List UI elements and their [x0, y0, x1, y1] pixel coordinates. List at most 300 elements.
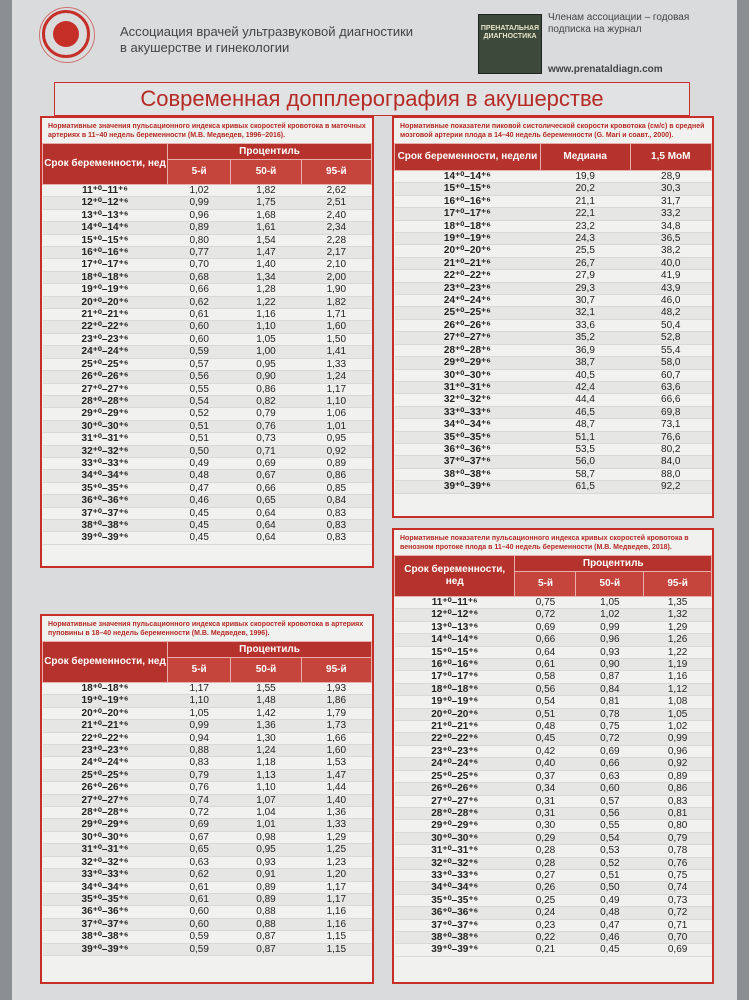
value-cell: 1,33: [301, 358, 371, 370]
value-cell: 32,1: [540, 307, 630, 319]
value-cell: 1,24: [301, 371, 371, 383]
value-cell: 0,51: [515, 708, 576, 720]
week-cell: 19⁺⁰–19⁺⁶: [395, 233, 541, 245]
value-cell: 1,47: [231, 247, 301, 259]
col-week-header: Срок беременности, нед: [43, 642, 168, 683]
value-cell: 30,7: [540, 295, 630, 307]
week-cell: 26⁺⁰–26⁺⁶: [395, 319, 541, 331]
value-cell: 0,61: [168, 309, 231, 321]
value-cell: 0,87: [576, 671, 644, 683]
value-cell: 1,30: [231, 732, 301, 744]
week-cell: 29⁺⁰–29⁺⁶: [395, 357, 541, 369]
value-cell: 69,8: [630, 406, 711, 418]
week-cell: 22⁺⁰–22⁺⁶: [395, 733, 515, 745]
value-cell: 0,69: [644, 944, 712, 956]
table-row: [43, 695, 372, 707]
week-cell: 15⁺⁰–15⁺⁶: [43, 234, 168, 246]
value-cell: 0,92: [301, 445, 371, 457]
table-row: [43, 259, 372, 271]
table-row: [395, 295, 712, 307]
value-cell: 0,76: [168, 782, 231, 794]
week-cell: 34⁺⁰–34⁺⁶: [395, 419, 541, 431]
value-cell: 23,2: [540, 220, 630, 232]
value-cell: 0,21: [515, 944, 576, 956]
week-cell: 37⁺⁰–37⁺⁶: [395, 919, 515, 931]
table-row: [395, 745, 712, 757]
value-cell: 0,45: [168, 519, 231, 531]
week-cell: 35⁺⁰–35⁺⁶: [43, 482, 168, 494]
week-cell: 31⁺⁰–31⁺⁶: [395, 845, 515, 857]
value-cell: 1,22: [644, 646, 712, 658]
value-cell: 0,79: [644, 832, 712, 844]
value-cell: 66,6: [630, 394, 711, 406]
value-cell: 0,87: [231, 931, 301, 943]
value-cell: 1,35: [644, 597, 712, 609]
table-row: [395, 597, 712, 609]
table-row: [43, 333, 372, 345]
table-row: [395, 195, 712, 207]
week-cell: 34⁺⁰–34⁺⁶: [43, 881, 168, 893]
table-row: [43, 395, 372, 407]
table-row: [43, 371, 372, 383]
value-cell: 33,2: [630, 208, 711, 220]
value-cell: 52,8: [630, 332, 711, 344]
col-header: 50-й: [231, 160, 301, 185]
week-cell: 36⁺⁰–36⁺⁶: [43, 906, 168, 918]
value-cell: 80,2: [630, 443, 711, 455]
week-cell: 28⁺⁰–28⁺⁶: [43, 395, 168, 407]
table-row: [43, 284, 372, 296]
col-header: Медиана: [540, 144, 630, 171]
value-cell: 0,83: [301, 532, 371, 544]
value-cell: 1,08: [644, 696, 712, 708]
value-cell: 0,46: [576, 931, 644, 943]
week-cell: 20⁺⁰–20⁺⁶: [43, 296, 168, 308]
table-row: [43, 856, 372, 868]
week-cell: 11⁺⁰–11⁺⁶: [43, 185, 168, 197]
value-cell: 0,67: [168, 831, 231, 843]
value-cell: 1,16: [301, 906, 371, 918]
table-row: [395, 944, 712, 956]
value-cell: 0,47: [576, 919, 644, 931]
umbilical-artery-panel: [40, 614, 374, 984]
value-cell: 0,70: [644, 931, 712, 943]
value-cell: 0,28: [515, 845, 576, 857]
value-cell: 0,69: [576, 745, 644, 757]
week-cell: 29⁺⁰–29⁺⁶: [43, 819, 168, 831]
value-cell: 0,76: [231, 420, 301, 432]
week-cell: 35⁺⁰–35⁺⁶: [43, 893, 168, 905]
value-cell: 0,64: [231, 519, 301, 531]
value-cell: 0,55: [168, 383, 231, 395]
value-cell: 21,1: [540, 195, 630, 207]
value-cell: 0,98: [231, 831, 301, 843]
week-cell: 22⁺⁰–22⁺⁶: [43, 732, 168, 744]
week-cell: 27⁺⁰–27⁺⁶: [395, 795, 515, 807]
table-row: [395, 882, 712, 894]
table-row: [43, 185, 372, 197]
value-cell: 56,0: [540, 456, 630, 468]
value-cell: 1,22: [231, 296, 301, 308]
uterine-artery-panel: [40, 116, 374, 568]
col-percentile-header: Процентиль: [168, 144, 372, 160]
value-cell: 2,00: [301, 271, 371, 283]
value-cell: 0,34: [515, 783, 576, 795]
value-cell: 0,90: [231, 371, 301, 383]
value-cell: 0,92: [644, 758, 712, 770]
value-cell: 1,48: [231, 695, 301, 707]
week-cell: 13⁺⁰–13⁺⁶: [395, 621, 515, 633]
table-row: [395, 406, 712, 418]
value-cell: 0,25: [515, 894, 576, 906]
table-row: [43, 209, 372, 221]
value-cell: 0,78: [644, 845, 712, 857]
mca-caption: Нормативные показатели пиковой систолической скорости кровотока (см/с) в средней мозговой артерии плода в 14–40 недель беременности (G. Mari и соавт., 2000).: [400, 123, 705, 139]
value-cell: 50,4: [630, 319, 711, 331]
week-cell: 25⁺⁰–25⁺⁶: [395, 307, 541, 319]
table-row: [395, 857, 712, 869]
value-cell: 28,9: [630, 171, 711, 183]
table-row: [395, 708, 712, 720]
value-cell: 0,65: [168, 844, 231, 856]
poster: [12, 0, 737, 1000]
table-row: [395, 869, 712, 881]
value-cell: 0,49: [576, 894, 644, 906]
week-cell: 18⁺⁰–18⁺⁶: [43, 271, 168, 283]
table-row: [395, 245, 712, 257]
table-row: [43, 707, 372, 719]
week-cell: 24⁺⁰–24⁺⁶: [43, 346, 168, 358]
table-row: [43, 482, 372, 494]
value-cell: 58,7: [540, 468, 630, 480]
col-header: 5-й: [168, 658, 231, 683]
table-row: [43, 495, 372, 507]
table-row: [395, 233, 712, 245]
week-cell: 17⁺⁰–17⁺⁶: [43, 259, 168, 271]
week-cell: 38⁺⁰–38⁺⁶: [43, 519, 168, 531]
value-cell: 0,56: [168, 371, 231, 383]
value-cell: 0,94: [168, 732, 231, 744]
table-row: [395, 659, 712, 671]
table-row: [395, 344, 712, 356]
table-row: [43, 732, 372, 744]
value-cell: 0,93: [576, 646, 644, 658]
value-cell: 58,0: [630, 357, 711, 369]
value-cell: 0,79: [231, 408, 301, 420]
value-cell: 2,17: [301, 247, 371, 259]
week-cell: 21⁺⁰–21⁺⁶: [43, 720, 168, 732]
uterine-caption: Нормативные значения пульсационного индекса кривых скоростей кровотока в маточных артериях в 11–40 недель беременности (М.В. Медведев, 1996–2016).: [48, 123, 366, 139]
value-cell: 0,88: [168, 745, 231, 757]
col-header: 50-й: [231, 658, 301, 683]
value-cell: 61,5: [540, 481, 630, 493]
week-cell: 16⁺⁰–16⁺⁶: [43, 247, 168, 259]
value-cell: 0,95: [231, 358, 301, 370]
value-cell: 0,86: [231, 383, 301, 395]
value-cell: 84,0: [630, 456, 711, 468]
value-cell: 0,28: [515, 857, 576, 869]
value-cell: 0,45: [168, 507, 231, 519]
value-cell: 0,61: [168, 893, 231, 905]
week-cell: 21⁺⁰–21⁺⁶: [395, 257, 541, 269]
col-percentile-header: Процентиль: [168, 642, 372, 658]
value-cell: 0,60: [168, 906, 231, 918]
value-cell: 0,81: [644, 807, 712, 819]
table-row: [395, 456, 712, 468]
table-row: [43, 943, 372, 955]
value-cell: 30,3: [630, 183, 711, 195]
value-cell: 0,99: [168, 720, 231, 732]
value-cell: 0,54: [168, 395, 231, 407]
value-cell: 1,29: [301, 831, 371, 843]
col-header: 5-й: [515, 572, 576, 597]
value-cell: 0,51: [168, 420, 231, 432]
value-cell: 0,77: [168, 247, 231, 259]
value-cell: 0,56: [576, 807, 644, 819]
value-cell: 53,5: [540, 443, 630, 455]
value-cell: 36,5: [630, 233, 711, 245]
week-cell: 36⁺⁰–36⁺⁶: [43, 495, 168, 507]
value-cell: 1,10: [168, 695, 231, 707]
value-cell: 1,42: [231, 707, 301, 719]
value-cell: 0,80: [644, 820, 712, 832]
table-row: [395, 621, 712, 633]
week-cell: 30⁺⁰–30⁺⁶: [395, 369, 541, 381]
value-cell: 76,6: [630, 431, 711, 443]
table-row: [43, 346, 372, 358]
value-cell: 0,89: [301, 457, 371, 469]
table-row: [43, 807, 372, 819]
week-cell: 30⁺⁰–30⁺⁶: [395, 832, 515, 844]
table-row: [395, 381, 712, 393]
value-cell: 1,05: [231, 333, 301, 345]
value-cell: 1,93: [301, 683, 371, 695]
week-cell: 16⁺⁰–16⁺⁶: [395, 195, 541, 207]
value-cell: 26,7: [540, 257, 630, 269]
value-cell: 60,7: [630, 369, 711, 381]
table-row: [43, 757, 372, 769]
value-cell: 0,54: [576, 832, 644, 844]
table-row: [395, 319, 712, 331]
value-cell: 1,47: [301, 769, 371, 781]
value-cell: 0,96: [644, 745, 712, 757]
value-cell: 0,88: [231, 906, 301, 918]
value-cell: 0,30: [515, 820, 576, 832]
value-cell: 41,9: [630, 270, 711, 282]
value-cell: 0,73: [231, 433, 301, 445]
week-cell: 25⁺⁰–25⁺⁶: [43, 769, 168, 781]
value-cell: 0,23: [515, 919, 576, 931]
week-cell: 28⁺⁰–28⁺⁶: [395, 344, 541, 356]
table-row: [43, 408, 372, 420]
value-cell: 1,26: [644, 634, 712, 646]
value-cell: 48,2: [630, 307, 711, 319]
table-row: [43, 470, 372, 482]
week-cell: 32⁺⁰–32⁺⁶: [395, 857, 515, 869]
value-cell: 38,2: [630, 245, 711, 257]
value-cell: 25,5: [540, 245, 630, 257]
value-cell: 0,72: [168, 807, 231, 819]
value-cell: 1,01: [231, 819, 301, 831]
value-cell: 0,53: [576, 845, 644, 857]
week-cell: 18⁺⁰–18⁺⁶: [395, 683, 515, 695]
value-cell: 0,95: [301, 433, 371, 445]
value-cell: 0,76: [644, 857, 712, 869]
week-cell: 17⁺⁰–17⁺⁶: [395, 671, 515, 683]
week-cell: 23⁺⁰–23⁺⁶: [43, 333, 168, 345]
value-cell: 0,24: [515, 907, 576, 919]
value-cell: 44,4: [540, 394, 630, 406]
table-row: [43, 296, 372, 308]
week-cell: 31⁺⁰–31⁺⁶: [43, 844, 168, 856]
value-cell: 1,55: [231, 683, 301, 695]
value-cell: 24,3: [540, 233, 630, 245]
table-row: [395, 468, 712, 480]
value-cell: 0,22: [515, 931, 576, 943]
col-header: 95-й: [301, 160, 371, 185]
value-cell: 0,75: [644, 869, 712, 881]
week-cell: 18⁺⁰–18⁺⁶: [395, 220, 541, 232]
week-cell: 19⁺⁰–19⁺⁶: [43, 695, 168, 707]
subscription-note: Членам ассоциации – годовая подписка на журнал: [548, 12, 690, 35]
value-cell: 1,05: [168, 707, 231, 719]
value-cell: 0,75: [515, 597, 576, 609]
value-cell: 1,41: [301, 346, 371, 358]
value-cell: 0,46: [168, 495, 231, 507]
week-cell: 35⁺⁰–35⁺⁶: [395, 894, 515, 906]
value-cell: 38,7: [540, 357, 630, 369]
week-cell: 38⁺⁰–38⁺⁶: [395, 468, 541, 480]
table-row: [43, 445, 372, 457]
value-cell: 1,02: [576, 609, 644, 621]
value-cell: 35,2: [540, 332, 630, 344]
week-cell: 34⁺⁰–34⁺⁶: [43, 470, 168, 482]
week-cell: 24⁺⁰–24⁺⁶: [43, 757, 168, 769]
table-row: [43, 720, 372, 732]
value-cell: 0,86: [644, 783, 712, 795]
week-cell: 19⁺⁰–19⁺⁶: [43, 284, 168, 296]
value-cell: 0,59: [168, 931, 231, 943]
table-row: [43, 869, 372, 881]
week-cell: 11⁺⁰–11⁺⁶: [395, 597, 515, 609]
value-cell: 1,54: [231, 234, 301, 246]
col-header: 95-й: [301, 658, 371, 683]
week-cell: 33⁺⁰–33⁺⁶: [43, 869, 168, 881]
value-cell: 1,07: [231, 794, 301, 806]
week-cell: 26⁺⁰–26⁺⁶: [43, 782, 168, 794]
value-cell: 1,82: [301, 296, 371, 308]
value-cell: 0,31: [515, 807, 576, 819]
value-cell: 0,65: [231, 495, 301, 507]
value-cell: 1,36: [231, 720, 301, 732]
week-cell: 23⁺⁰–23⁺⁶: [43, 745, 168, 757]
value-cell: 0,87: [231, 943, 301, 955]
table-row: [395, 894, 712, 906]
value-cell: 0,78: [576, 708, 644, 720]
association-logo-icon: [42, 10, 90, 58]
value-cell: 1,73: [301, 720, 371, 732]
week-cell: 32⁺⁰–32⁺⁶: [395, 394, 541, 406]
table-row: [43, 519, 372, 531]
umbilical-caption: Нормативные значения пульсационного индекса кривых скоростей кровотока в артериях пуповины в 18–40 недель беременности (М.В. Медведев, 1996).: [48, 621, 364, 637]
value-cell: 2,34: [301, 222, 371, 234]
value-cell: 0,66: [576, 758, 644, 770]
value-cell: 0,47: [168, 482, 231, 494]
umbilical-table: [42, 641, 372, 956]
week-cell: 17⁺⁰–17⁺⁶: [395, 208, 541, 220]
value-cell: 0,42: [515, 745, 576, 757]
value-cell: 1,71: [301, 309, 371, 321]
value-cell: 43,9: [630, 282, 711, 294]
value-cell: 1,23: [301, 856, 371, 868]
value-cell: 1,44: [301, 782, 371, 794]
value-cell: 1,05: [576, 597, 644, 609]
value-cell: 0,60: [168, 333, 231, 345]
table-row: [395, 634, 712, 646]
table-row: [43, 893, 372, 905]
table-row: [43, 831, 372, 843]
table-row: [43, 457, 372, 469]
col-header: 1,5 МоМ: [630, 144, 711, 171]
value-cell: 1,17: [301, 383, 371, 395]
value-cell: 1,82: [231, 185, 301, 197]
week-cell: 32⁺⁰–32⁺⁶: [43, 445, 168, 457]
value-cell: 1,29: [644, 621, 712, 633]
value-cell: 0,37: [515, 770, 576, 782]
table-row: [43, 844, 372, 856]
value-cell: 1,10: [231, 782, 301, 794]
value-cell: 2,62: [301, 185, 371, 197]
table-row: [395, 171, 712, 183]
value-cell: 1,40: [231, 259, 301, 271]
value-cell: 0,64: [515, 646, 576, 658]
value-cell: 0,49: [168, 457, 231, 469]
value-cell: 0,45: [515, 733, 576, 745]
table-row: [43, 383, 372, 395]
value-cell: 19,9: [540, 171, 630, 183]
week-cell: 28⁺⁰–28⁺⁶: [395, 807, 515, 819]
mca-panel: [392, 116, 714, 518]
week-cell: 14⁺⁰–14⁺⁶: [43, 222, 168, 234]
website-link[interactable]: www.prenataldiagn.com: [548, 64, 663, 75]
value-cell: 33,6: [540, 319, 630, 331]
value-cell: 0,71: [644, 919, 712, 931]
value-cell: 0,91: [231, 869, 301, 881]
table-row: [395, 369, 712, 381]
value-cell: 0,54: [515, 696, 576, 708]
table-row: [395, 208, 712, 220]
value-cell: 48,7: [540, 419, 630, 431]
week-cell: 29⁺⁰–29⁺⁶: [43, 408, 168, 420]
table-row: [43, 683, 372, 695]
table-row: [43, 906, 372, 918]
value-cell: 2,10: [301, 259, 371, 271]
value-cell: 0,50: [576, 882, 644, 894]
value-cell: 1,32: [644, 609, 712, 621]
col-header: 95-й: [644, 572, 712, 597]
table-row: [395, 257, 712, 269]
value-cell: 0,71: [231, 445, 301, 457]
week-cell: 39⁺⁰–39⁺⁶: [395, 481, 541, 493]
week-cell: 24⁺⁰–24⁺⁶: [395, 758, 515, 770]
value-cell: 0,83: [644, 795, 712, 807]
week-cell: 14⁺⁰–14⁺⁶: [395, 634, 515, 646]
table-row: [43, 309, 372, 321]
value-cell: 0,59: [168, 943, 231, 955]
value-cell: 0,96: [168, 209, 231, 221]
week-cell: 31⁺⁰–31⁺⁶: [395, 381, 541, 393]
table-row: [395, 282, 712, 294]
